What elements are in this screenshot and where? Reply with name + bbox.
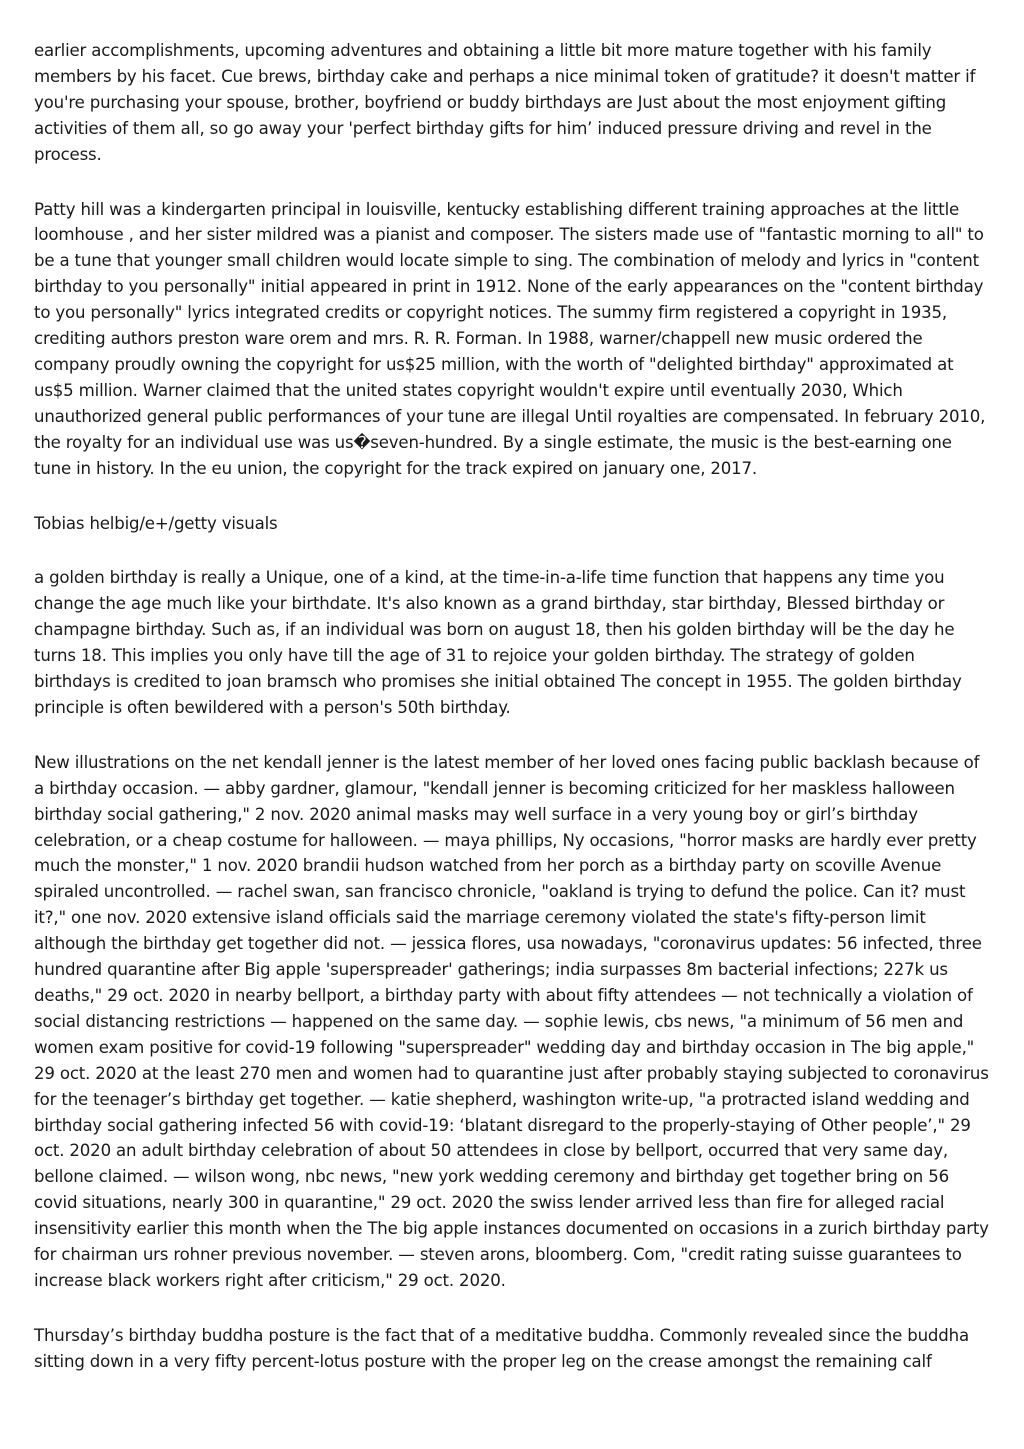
paragraph-thursday-buddha: Thursday’s birthday buddha posture is the fact that of a meditative buddha. Commonly revealed since the buddha sitting down in a very fifty percent-lotus posture with the proper leg on the crease amongst the remaining calf — [34, 1325, 969, 1371]
image-credit-caption: Tobias helbig/e+/getty visuals — [34, 513, 278, 533]
paragraph-gift-intro: earlier accomplishments, upcoming adventures and obtaining a little bit more mature together with his family members by his facet. Cue brews, birthday cake and perhaps a nice minimal token of gratitude? it doesn't matter if you're purchasing your spouse, brother, boyfriend or buddy birthdays are Just about the most enjoyment gifting activities of them all, so go away your 'perfect birthday gifts for him’ induced pressure driving and revel in the process. — [34, 41, 976, 164]
paragraph-news-examples: New illustrations on the net kendall jenner is the latest member of her loved ones facing public backlash because of a birthday occasion. — abby gardner, glamour, "kendall jenner is becoming criticized for her maskless halloween birthday social gathering," 2 nov. 2020 animal masks may well surface in a very young boy or girl’s birthday celebration, or a cheap costume for halloween. — maya phillips, Ny occasions, "horror masks are hardly ever pretty much the monster," 1 nov. 2020 brandii hudson watched from her porch as a birthday party on scoville Avenue spiraled uncontrolled. — rachel swan, san francisco chronicle, "oakland is trying to defund the police. Can it? must it?," one nov. 2020 extensive island officials said the marriage ceremony violated the state's fifty-person limit although the birthday get together did not. — jessica flores, usa nowadays, "coronavirus updates: 56 infected, three hundred quarantine after Big apple 'superspreader' gatherings; india surpasses 8m bacterial infections; 227k us deaths," 29 oct. 2020 in nearby bellport, a birthday party with about fifty attendees — not technically a violation of social distancing restrictions — happened on the same day. — sophie lewis, cbs news, "a minimum of 56 men and women exam positive for covid-19 following "superspreader" wedding day and birthday occasion in The big apple," 29 oct. 2020 at the least 270 men and women had to quarantine just after probably staying subjected to coronavirus for the teenager’s birthday get together. — katie shepherd, washington write-up, "a protracted island wedding and birthday social gathering infected 56 with covid-19: ‘blatant disregard to the properly-staying of Other people’," 29 oct. 2020 an adult birthday celebration of about 50 attendees in close by bellport, occurred that very same day, bellone claimed. — wilson wong, nbc news, "new york wedding ceremony and birthday get together bring on 56 covid situations, nearly 300 in quarantine," 29 oct. 2020 the swiss lender arrived less than fire for alleged racial insensitivity earlier this month when the The big apple instances documented on occasions in a zurich birthday party for chairman urs rohner previous november. — steven arons, bloomberg. Com, "credit rating suisse guarantees to increase black workers right after criticism," 29 oct. 2020. — [34, 752, 989, 1290]
paragraph-happy-birthday-history: Patty hill was a kindergarten principal in louisville, kentucky establishing different training approaches at the little loomhouse , and her sister mildred was a pianist and composer. The sisters made use of "fantastic morning to all" to be a tune that younger small children would locate simple to sing. The combination of melody and lyrics in "content birthday to you personally" initial appeared in print in 1912. None of the early appearances on the "content birthday to you personally" lyrics integrated credits or copyright notices. The summy firm registered a copyright in 1935, crediting authors preston ware orem and mrs. R. R. Forman. In 1988, warner/chappell new music ordered the company proudly owning the copyright for us$25 million, with the worth of "delighted birthday" approximated at us$5 million. Warner claimed that the united states copyright wouldn't expire until eventually 2030, Which unauthorized general public performances of your tune are illegal Until royalties are compensated. In february 2010, the royalty for an individual use was us�seven-hundred. By a single estimate, the music is the best-earning one tune in history. In the eu union, the copyright for the track expired on january one, 2017. — [34, 199, 986, 478]
paragraph-golden-birthday: a golden birthday is really a Unique, one of a kind, at the time-in-a-life time function that happens any time you change the age much like your birthdate. It's also known as a grand birthday, star birthday, Blessed birthday or champagne birthday. Such as, if an individual was born on august 18, then his golden birthday will be the day he turns 18. This implies you only have till the age of 31 to rejoice your golden birthday. The strategy of golden birthdays is credited to joan bramsch who promises she initial obtained The concept in 1955. The golden birthday principle is often bewildered with a person's 50th birthday. — [34, 568, 962, 717]
